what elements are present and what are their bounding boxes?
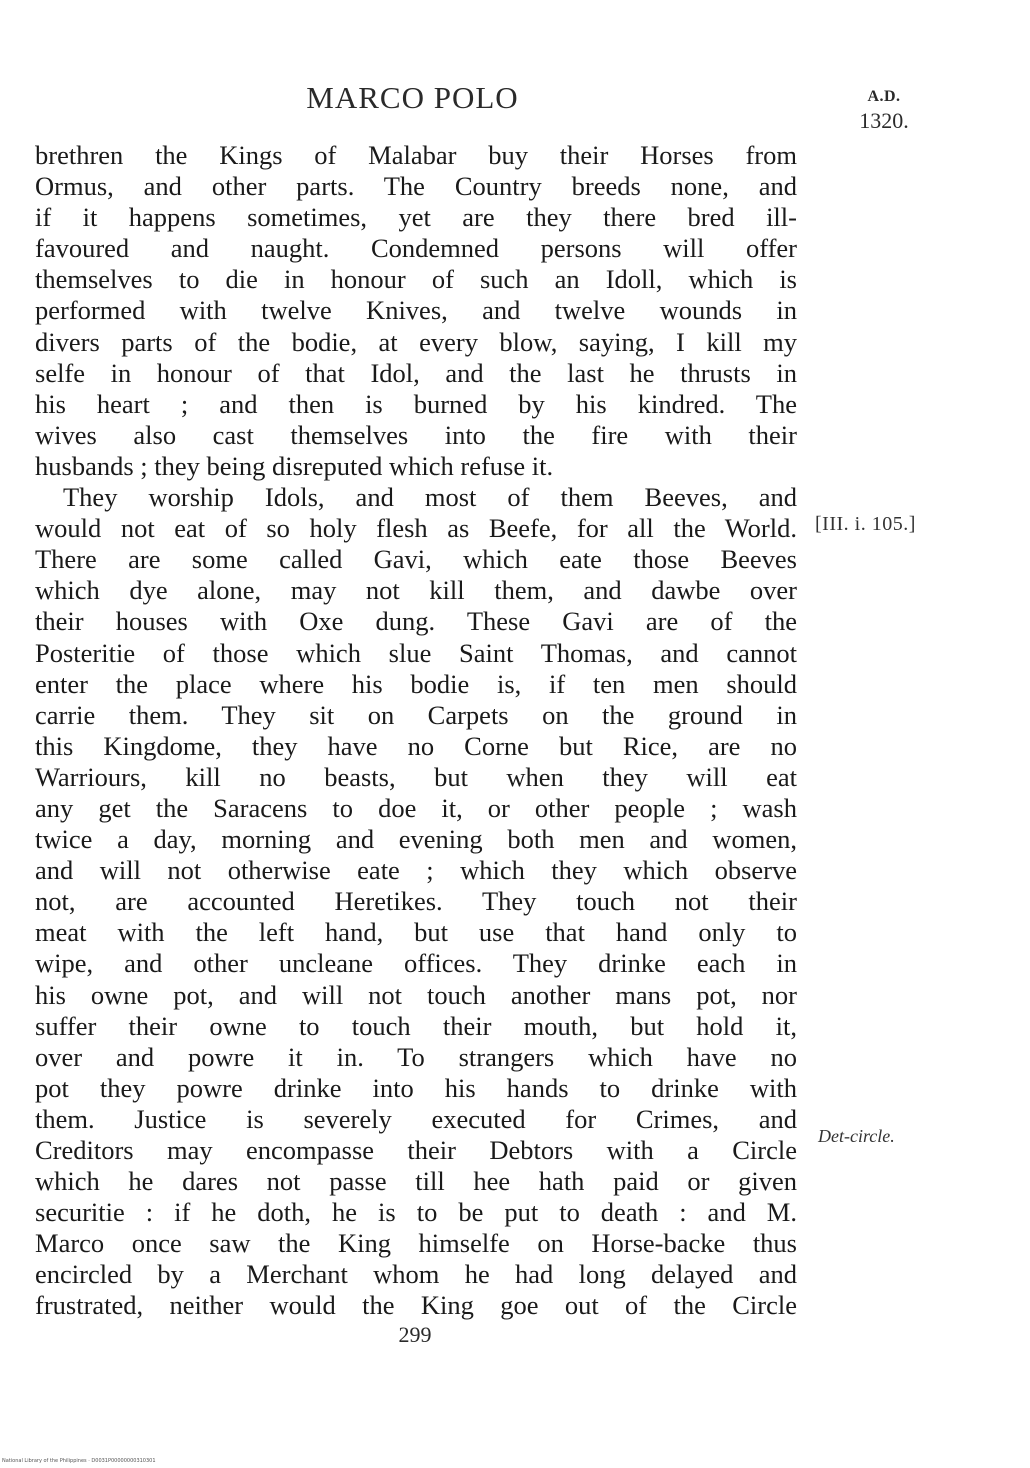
text-line: securitie : if he doth, he is to be put to death : and M.	[35, 1197, 797, 1228]
text-line: this Kingdome, they have no Corne but Rice, are no	[35, 730, 797, 761]
text-line: meat with the left hand, but use that hand only to	[35, 917, 797, 948]
text-line: Posteritie of those which slue Saint Thomas, and cannot	[35, 637, 797, 668]
text-line: wives also cast themselves into the fire with their	[35, 419, 797, 450]
text-line: them. Justice is severely executed for Crimes, and	[35, 1103, 797, 1134]
text-line: his owne pot, and will not touch another mans pot, nor	[35, 979, 797, 1010]
text-line: themselves to die in honour of such an Idoll, which is	[35, 264, 797, 295]
footer-credit: National Library of the Philippines · D0031P00000000310301	[2, 1458, 156, 1464]
text-line: Warriours, kill no beasts, but when they will eat	[35, 761, 797, 792]
text-line: frustrated, neither would the King goe out of the Circle	[35, 1290, 797, 1321]
year-number: 1320.	[859, 108, 909, 133]
text-line: divers parts of the bodie, at every blow, saying, I kill my	[35, 326, 797, 357]
text-line: encircled by a Merchant whom he had long delayed and	[35, 1259, 797, 1290]
text-line: not, are accounted Heretikes. They touch not their	[35, 886, 797, 917]
year-marker	[848, 88, 920, 134]
text-line: selfe in honour of that Idol, and the last he thrusts in	[35, 357, 797, 388]
page-number: 299	[398, 1322, 432, 1347]
text-line: Creditors may encompasse their Debtors with a Circle	[35, 1135, 797, 1165]
text-line: favoured and naught. Condemned persons will offer	[35, 233, 797, 264]
text-line: his heart ; and then is burned by his kindred. The	[35, 388, 797, 419]
text-line: brethren the Kings of Malabar buy their Horses from	[35, 140, 797, 170]
body-text	[35, 140, 797, 1322]
text-line: and will not otherwise eate ; which they which observe	[35, 855, 797, 886]
text-line: if it happens sometimes, yet are they there bred ill-	[35, 202, 797, 233]
text-line: which dye alone, may not kill them, and dawbe over	[35, 575, 797, 606]
text-line: suffer their owne to touch their mouth, but hold it,	[35, 1010, 797, 1041]
text-line: wipe, and other uncleane offices. They drinke each in	[35, 948, 797, 979]
margin-note-det-circle: Det-circle.	[818, 1126, 895, 1146]
text-line: pot they powre drinke into his hands to drinke with	[35, 1072, 797, 1103]
text-line: Ormus, and other parts. The Country breeds none, and	[35, 171, 797, 202]
text-line: enter the place where his bodie is, if ten men should	[35, 668, 797, 699]
text-line: carrie them. They sit on Carpets on the ground in	[35, 699, 797, 730]
year-era: A.D.	[867, 88, 901, 105]
text-line: over and powre it in. To strangers which have no	[35, 1041, 797, 1072]
text-line: Marco once saw the King himselfe on Horse-backe thus	[35, 1228, 797, 1259]
text-line: their houses with Oxe dung. These Gavi are of the	[35, 606, 797, 637]
text-line: husbands ; they being disreputed which refuse it.	[35, 450, 554, 481]
text-line: twice a day, morning and evening both men and women,	[35, 824, 797, 855]
text-line: There are some called Gavi, which eate those Beeves	[35, 544, 797, 575]
text-line: performed with twelve Knives, and twelve wounds in	[35, 295, 797, 326]
text-line: any get the Saracens to doe it, or other people ; wash	[35, 792, 797, 823]
margin-note-reference: [III. i. 105.]	[815, 513, 916, 535]
text-line: would not eat of so holy flesh as Beefe, for all the World.	[35, 513, 797, 544]
running-title: MARCO POLO	[306, 80, 519, 115]
text-line: which he dares not passe till hee hath paid or given	[35, 1166, 797, 1197]
paragraph-start-line: They worship Idols, and most of them Beeves, and	[63, 482, 797, 513]
